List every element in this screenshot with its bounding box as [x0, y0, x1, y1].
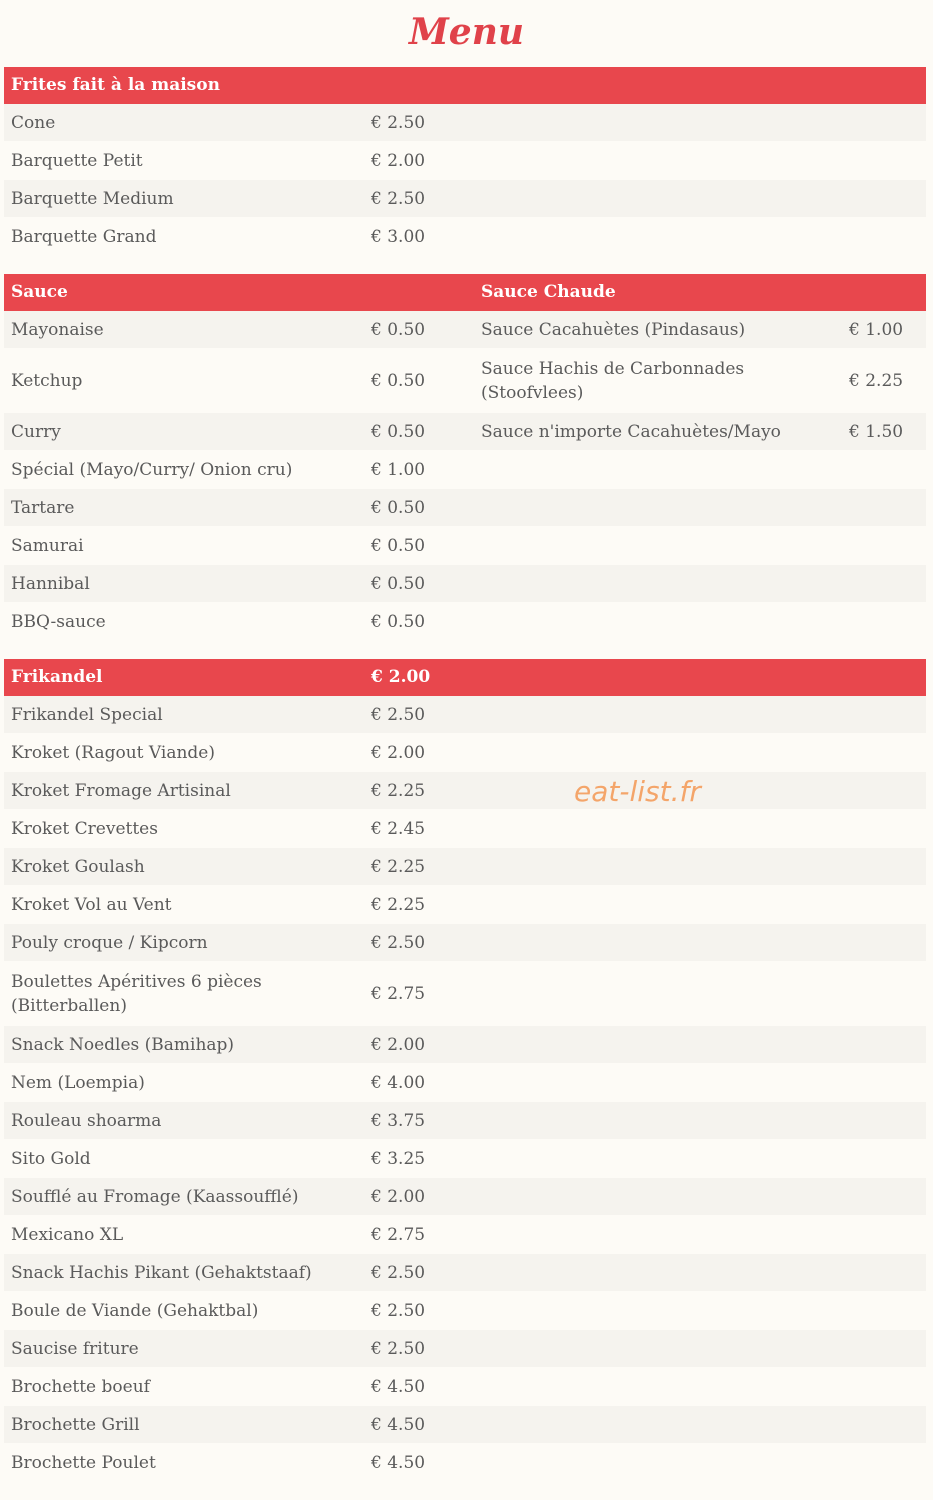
menu-row: [4, 180, 926, 218]
menu-row: [4, 311, 926, 349]
item-price: € 2.25: [371, 780, 426, 801]
frites-list: [4, 104, 926, 256]
item-price: € 0.50: [371, 421, 426, 442]
menu-row: [4, 772, 926, 810]
item-name: Nem (Loempia): [11, 1072, 145, 1093]
menu-row: [4, 349, 926, 413]
item-name: Brochette Poulet: [11, 1452, 156, 1473]
item-price: € 2.50: [371, 932, 426, 953]
item-name: Mayonaise: [11, 319, 104, 340]
menu-row: [4, 1444, 926, 1482]
item-price: € 2.50: [371, 112, 426, 133]
menu-row: [4, 1292, 926, 1330]
section-title: Frikandel: [11, 667, 103, 687]
section-title-hot: Sauce Chaude: [481, 282, 616, 302]
menu-row: [4, 962, 926, 1026]
item-price: € 2.00: [371, 150, 426, 171]
item-price: € 2.00: [371, 742, 426, 763]
item-price: € 0.50: [371, 497, 426, 518]
section-header: [4, 659, 926, 696]
item-price: € 2.25: [371, 856, 426, 877]
item-name: Boulettes Apéritives 6 pièces (Bitterballen): [11, 971, 262, 1016]
item-name: Barquette Medium: [11, 188, 174, 209]
item-price: € 2.50: [371, 1300, 426, 1321]
item-name: BBQ-sauce: [11, 611, 106, 632]
menu-row: [4, 413, 926, 451]
item-price: € 0.50: [371, 611, 426, 632]
menu-row: [4, 451, 926, 489]
item-price: € 2.00: [371, 1034, 426, 1055]
item-name: Rouleau shoarma: [11, 1110, 162, 1131]
item-name: Cone: [11, 112, 56, 133]
item-price: € 0.50: [371, 535, 426, 556]
watermark: eat-list.fr: [574, 775, 701, 808]
item-name: Brochette boeuf: [11, 1376, 150, 1397]
item-name: Kroket Vol au Vent: [11, 894, 172, 915]
item-price: € 4.50: [371, 1376, 426, 1397]
menu-row: [4, 924, 926, 962]
menu-row: [4, 696, 926, 734]
item-name: Kroket Fromage Artisinal: [11, 780, 231, 801]
section-sauce: [4, 274, 926, 641]
menu-row: [4, 810, 926, 848]
item-name: Curry: [11, 421, 61, 442]
item-price: € 2.25: [371, 894, 426, 915]
item-name: Spécial (Mayo/Curry/ Onion cru): [11, 459, 293, 480]
menu-row: [4, 527, 926, 565]
hot-sauce-price: € 2.25: [849, 370, 904, 391]
item-name: Kroket (Ragout Viande): [11, 742, 215, 763]
hot-sauce-price: € 1.50: [849, 421, 904, 442]
section-title: Sauce: [11, 282, 68, 302]
item-name: Barquette Grand: [11, 226, 157, 247]
item-name: Barquette Petit: [11, 150, 143, 171]
item-name: Hannibal: [11, 573, 90, 594]
menu-row: [4, 489, 926, 527]
section-title: Frites fait à la maison: [11, 75, 220, 95]
menu-row: [4, 734, 926, 772]
menu-row: [4, 1368, 926, 1406]
menu-row: [4, 565, 926, 603]
menu-row: [4, 886, 926, 924]
section-header: [4, 274, 926, 311]
item-name: Frikandel Special: [11, 704, 163, 725]
menu-row: [4, 1406, 926, 1444]
item-name: Pouly croque / Kipcorn: [11, 932, 208, 953]
item-name: Brochette Grill: [11, 1414, 140, 1435]
sauce-list: [4, 311, 926, 641]
item-name: Kroket Goulash: [11, 856, 145, 877]
item-name: Samurai: [11, 535, 84, 556]
item-price: € 2.45: [371, 818, 426, 839]
item-price: € 4.00: [371, 1072, 426, 1093]
hot-sauce-name: Sauce Cacahuètes (Pindasaus): [481, 319, 746, 340]
section-frites: [4, 67, 926, 256]
item-name: Kroket Crevettes: [11, 818, 158, 839]
item-price: € 4.50: [371, 1414, 426, 1435]
menu-row: [4, 1330, 926, 1368]
item-name: Ketchup: [11, 370, 83, 391]
item-name: Snack Hachis Pikant (Gehaktstaaf): [11, 1262, 312, 1283]
menu-row: [4, 848, 926, 886]
item-price: € 3.25: [371, 1148, 426, 1169]
item-price: € 2.00: [371, 1186, 426, 1207]
item-price: € 2.75: [371, 1224, 426, 1245]
menu-row: [4, 218, 926, 256]
hot-sauce-name: Sauce n'importe Cacahuètes/Mayo: [481, 421, 781, 442]
menu-row: [4, 1254, 926, 1292]
item-price: € 3.00: [371, 226, 426, 247]
snack-list: [4, 696, 926, 1482]
section-snacks: [4, 659, 926, 1482]
item-price: € 1.00: [371, 459, 426, 480]
item-name: Boule de Viande (Gehaktbal): [11, 1300, 259, 1321]
item-price: € 0.50: [371, 319, 426, 340]
item-price: € 4.50: [371, 1452, 426, 1473]
menu-row: [4, 603, 926, 641]
menu-row: [4, 104, 926, 142]
item-name: Sito Gold: [11, 1148, 91, 1169]
item-price: € 2.75: [371, 983, 426, 1004]
menu-row: [4, 1026, 926, 1064]
item-price: € 2.50: [371, 188, 426, 209]
menu-row: [4, 1140, 926, 1178]
menu-row: [4, 1064, 926, 1102]
item-name: Saucise friture: [11, 1338, 139, 1359]
item-name: Snack Noedles (Bamihap): [11, 1034, 235, 1055]
item-name: Soufflé au Fromage (Kaassoufflé): [11, 1186, 299, 1207]
item-name: Tartare: [11, 497, 75, 518]
hot-sauce-name: Sauce Hachis de Carbonnades (Stoofvlees): [481, 358, 745, 403]
item-price: € 2.50: [371, 704, 426, 725]
item-name: Mexicano XL: [11, 1224, 124, 1245]
menu-row: [4, 142, 926, 180]
item-price: € 3.75: [371, 1110, 426, 1131]
item-price: € 2.50: [371, 1338, 426, 1359]
page-title: Menu: [408, 11, 525, 53]
menu-row: [4, 1178, 926, 1216]
item-price: € 2.50: [371, 1262, 426, 1283]
section-header: [4, 67, 926, 104]
menu-row: [4, 1216, 926, 1254]
section-header-price: € 2.00: [371, 667, 431, 687]
hot-sauce-price: € 1.00: [849, 319, 904, 340]
item-price: € 0.50: [371, 370, 426, 391]
menu-row: [4, 1102, 926, 1140]
item-price: € 0.50: [371, 573, 426, 594]
